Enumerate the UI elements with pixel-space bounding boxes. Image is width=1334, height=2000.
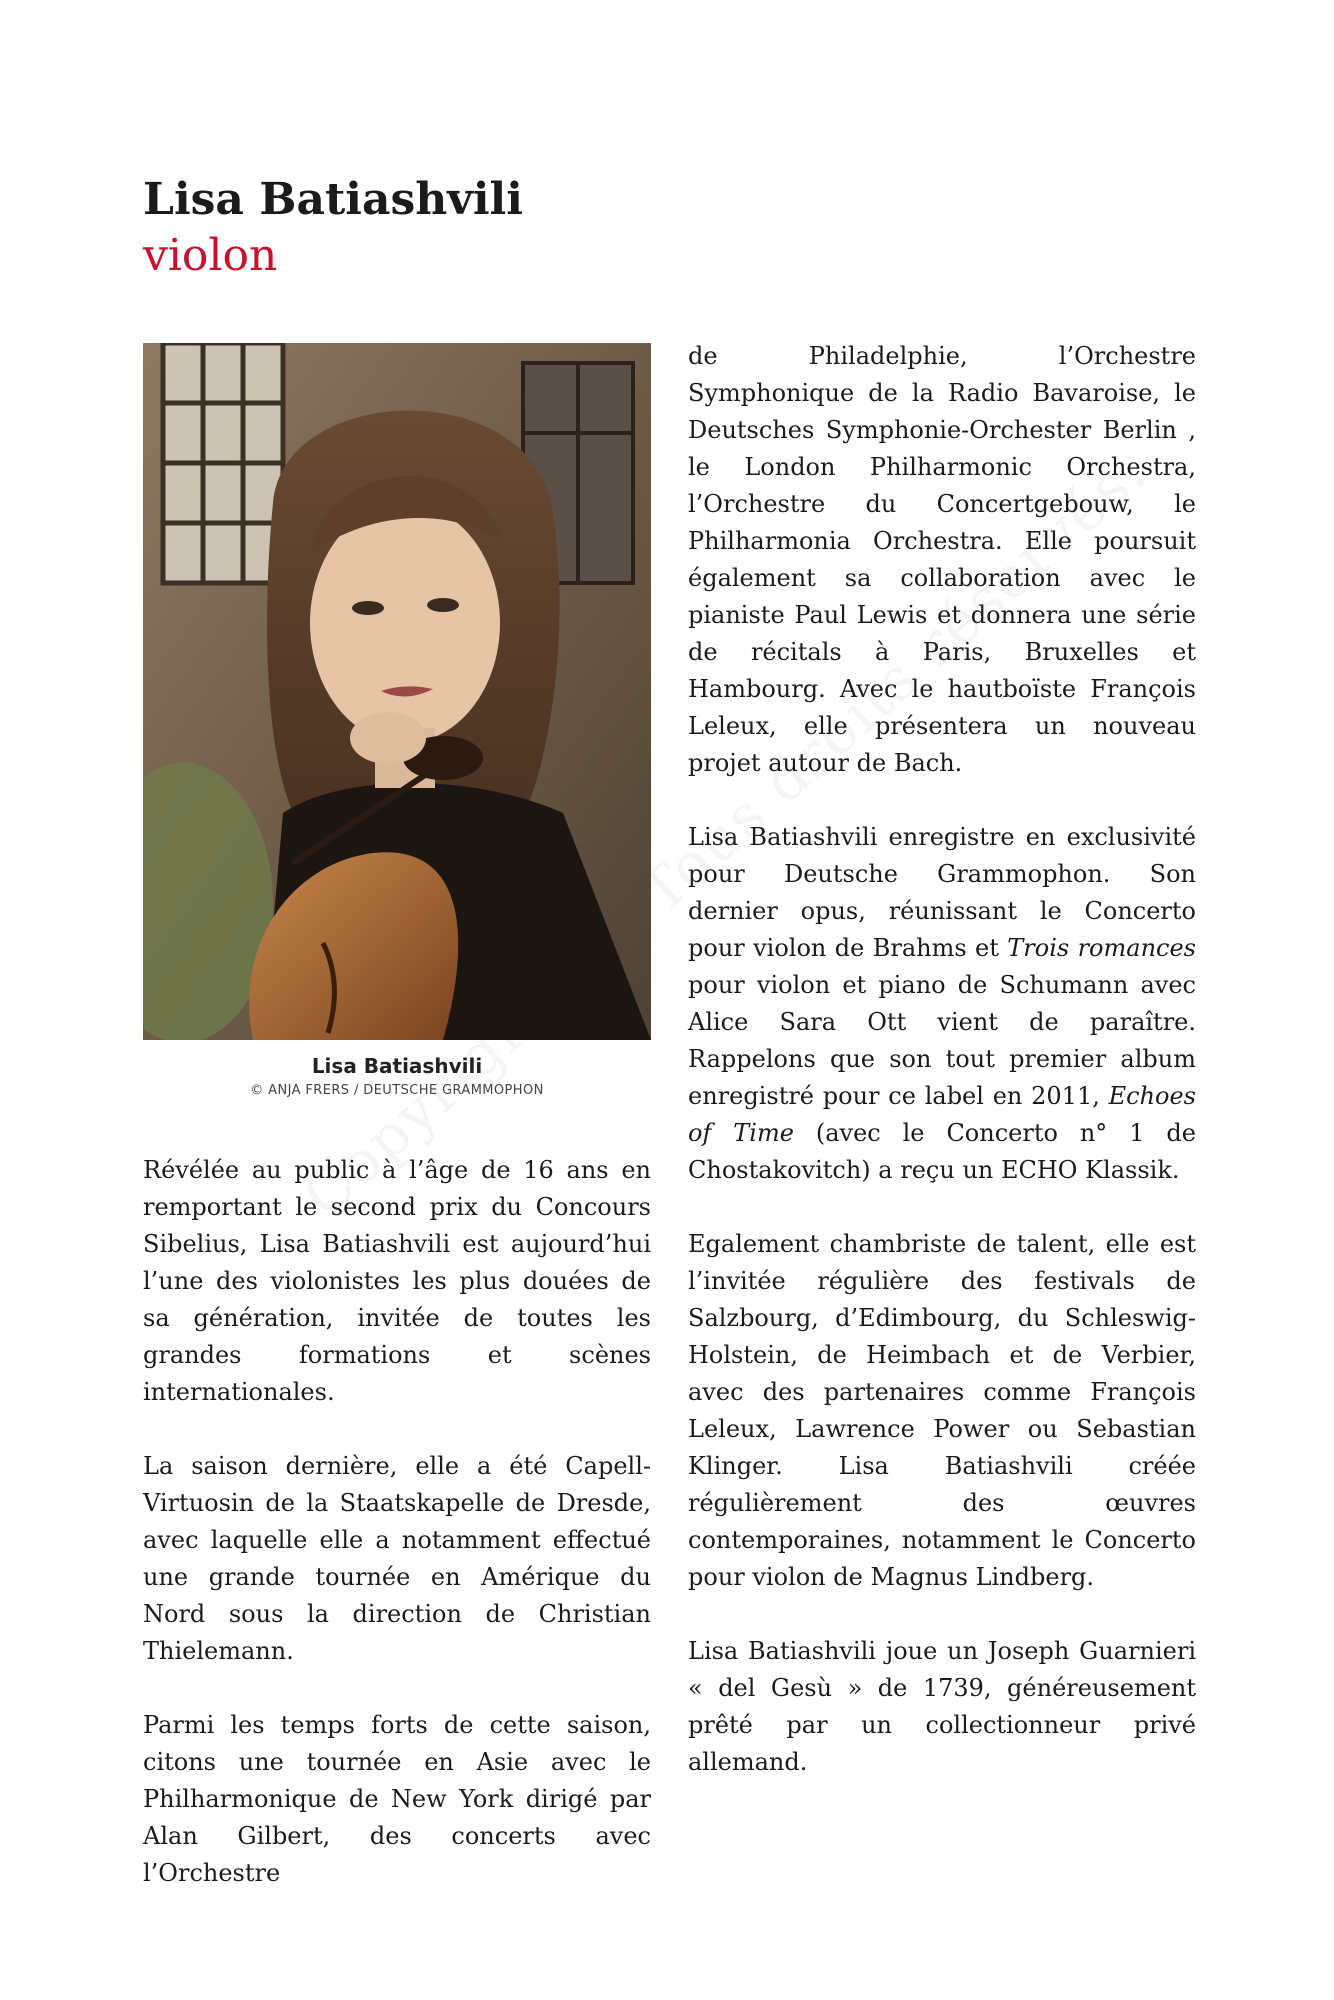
album-title-trois-romances: Trois romances (1007, 934, 1196, 962)
right-paragraph-2-part-b: pour violon et piano de Schumann avec Alice Sara Ott vient de paraître. Rappelons que son tout premier album enregistré pour ce label en 2011, (688, 971, 1196, 1110)
left-paragraph-1: Révélée au public à l’âge de 16 ans en remportant le second prix du Concours Sibelius, Lisa Batiashvili est aujourd’hui l’une des violonistes les plus douées de sa génération, invitée de toutes les grandes formations et scènes internationales. (143, 1156, 651, 1406)
right-paragraph-2-part-c: (avec le Concerto n° 1 de Chostakovitch) a reçu un ECHO Klassik. (688, 1119, 1196, 1184)
photo-caption (143, 1052, 651, 1102)
artist-name: Lisa Batiashvili (143, 174, 523, 225)
artist-photo (143, 343, 651, 1040)
artist-instrument: violon (143, 230, 278, 281)
right-paragraph-2 (688, 819, 1196, 1189)
right-paragraph-4: Lisa Batiashvili joue un Joseph Guarnieri « del Gesù » de 1739, généreusement prêté par un collectionneur privé allemand. (688, 1637, 1196, 1776)
caption-credit: © ANJA FRERS / DEUTSCHE GRAMMOPHON (250, 1083, 544, 1098)
right-column (688, 338, 1196, 1818)
caption-name: Lisa Batiashvili (311, 1054, 483, 1078)
album-title-echoes-of-time: Echoes of Time (688, 1082, 1196, 1147)
left-column (143, 1152, 651, 1929)
right-paragraph-1: de Philadelphie, l’Orchestre Symphonique de la Radio Bavaroise, le Deutsches Symphonie-Orchester Berlin , le London Philharmonic Orchestra, l’Orchestre du Concertgebouw, le Philharmonia Orchestra. Elle poursuit également sa collaboration avec le pianiste Paul Lewis et donnera une série de récitals à Paris, Bruxelles et Hambourg. Avec le hautboïste François Leleux, elle présentera un nouveau projet autour de Bach. (688, 342, 1196, 777)
left-paragraph-3: Parmi les temps forts de cette saison, citons une tournée en Asie avec le Philharmonique de New York dirigé par Alan Gilbert, des concerts avec l’Orchestre (143, 1711, 651, 1887)
right-paragraph-3: Egalement chambriste de talent, elle est l’invitée régulière des festivals de Salzbourg, d’Edimbourg, du Schleswig-Holstein, de Heimbach et de Verbier, avec des partenaires comme François Leleux, Lawrence Power ou Sebastian Klinger. Lisa Batiashvili créée régulièrement des œuvres contemporaines, notamment le Concerto pour violon de Magnus Lindberg. (688, 1230, 1196, 1591)
page-title-block (143, 172, 523, 284)
left-paragraph-2: La saison dernière, elle a été Capell-Virtuosin de la Staatskapelle de Dresde, avec laquelle elle a notamment effectué une grande tournée en Amérique du Nord sous la direction de Christian Thielemann. (143, 1452, 651, 1665)
right-paragraph-2-part-a: Lisa Batiashvili enregistre en exclusivité pour Deutsche Grammophon. Son dernier opus, réunissant le Concerto pour violon de Brahms et (688, 823, 1196, 962)
